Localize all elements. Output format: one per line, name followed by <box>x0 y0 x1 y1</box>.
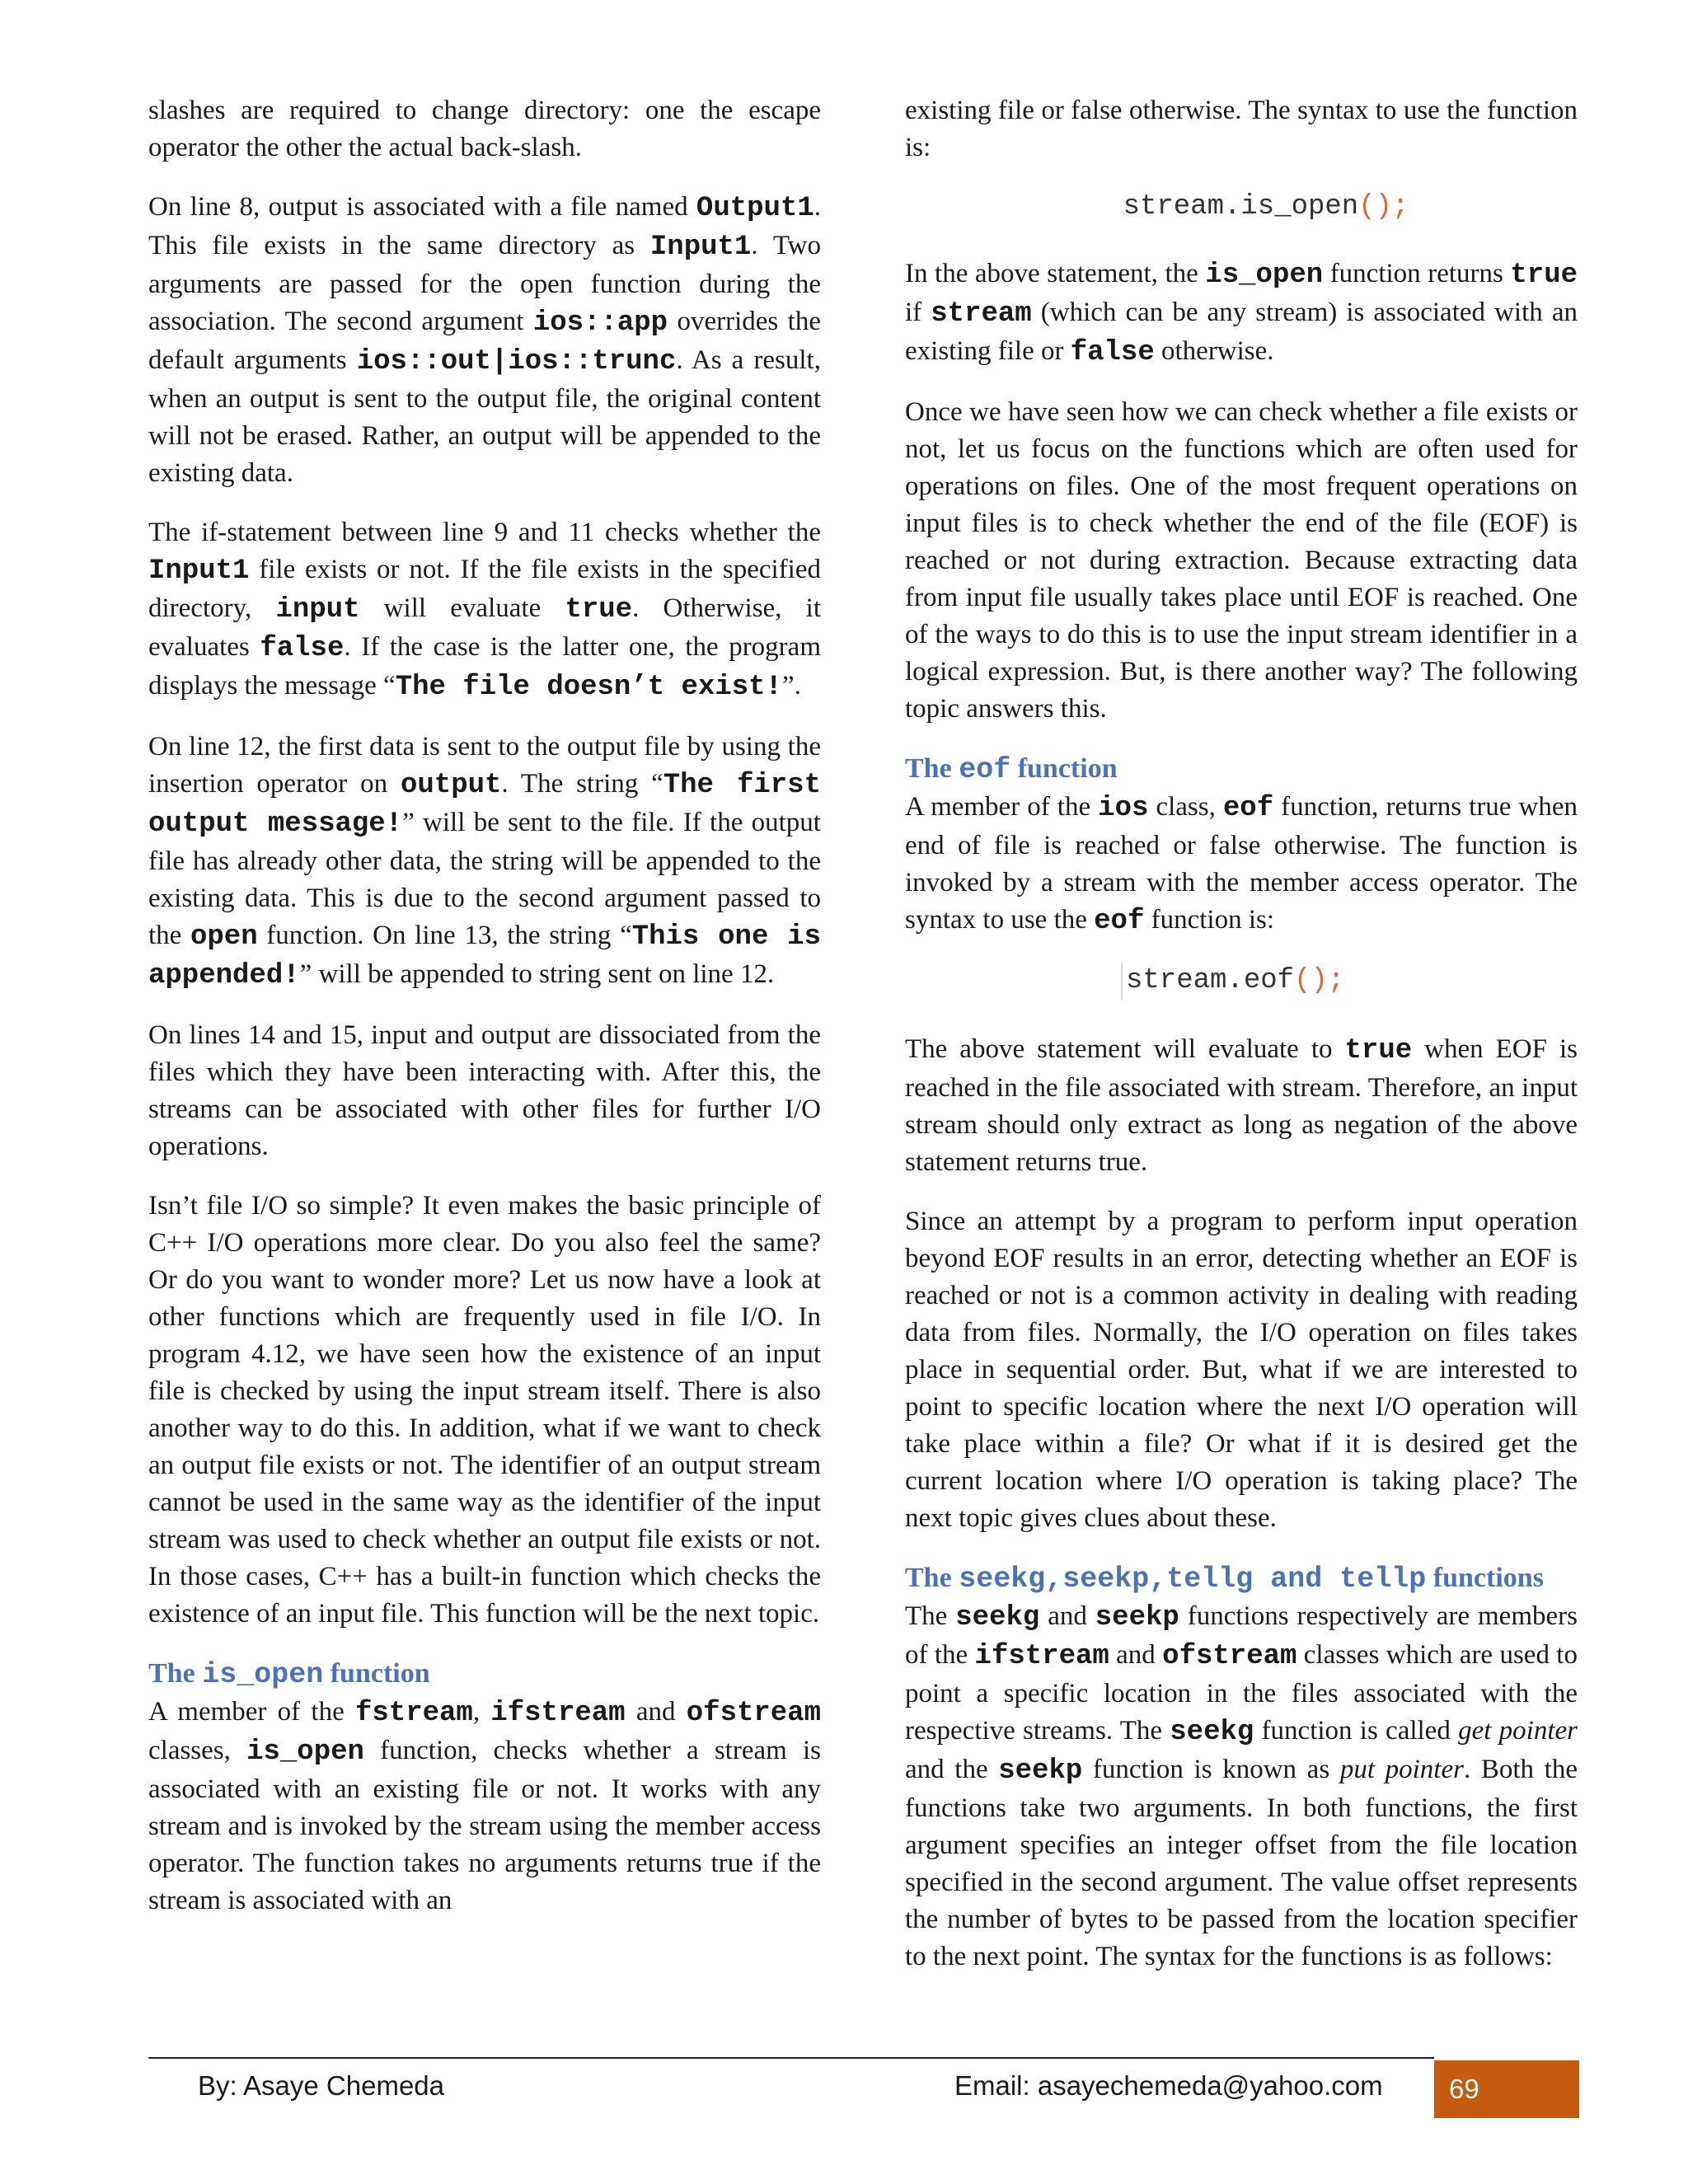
code-term: true <box>1344 1035 1413 1066</box>
code-punctuation: (); <box>1294 965 1345 996</box>
text: function, returns true when end of file is reached or false otherwise. The function is invoked by a stream with the member access operator. The syntax to use the <box>905 792 1578 935</box>
section-heading <box>905 750 1578 789</box>
italic-term: get pointer <box>1458 1716 1578 1746</box>
paragraph: slashes are required to change directory: one the escape operator the other the actual back-slash. <box>148 96 821 162</box>
text: function. On line 13, the string “ <box>257 921 632 950</box>
text: . The string “ <box>501 769 663 799</box>
footer-email: Email: asayechemeda@yahoo.com <box>954 2070 1383 2101</box>
page-number: 69 <box>1434 2060 1579 2118</box>
code-term: ios <box>1098 793 1149 824</box>
code-term: is_open <box>1205 260 1324 291</box>
paragraph <box>905 789 1578 940</box>
text: ” will be appended to string sent on line 12. <box>299 959 775 989</box>
text: functions respectively are members of the <box>905 1601 1578 1670</box>
text: A member of the <box>905 792 1099 822</box>
text: functions <box>1426 1563 1544 1593</box>
text: otherwise. <box>1154 336 1274 366</box>
text: On line 8, output is associated with a file named <box>148 192 696 222</box>
paragraph <box>148 729 821 995</box>
text: . This file exists in the same directory as <box>148 192 821 260</box>
footer-author: By: Asaye Chemeda <box>198 2070 444 2101</box>
code-term: ifstream <box>490 1698 626 1729</box>
text: A member of the <box>148 1697 355 1727</box>
code-term: stream <box>931 298 1032 330</box>
text: The <box>148 1658 203 1689</box>
code-term: is_open <box>202 1658 324 1691</box>
code-term: input <box>275 594 360 626</box>
code-term: seekg,seekp,tellg and tellp <box>959 1563 1427 1596</box>
text: function is: <box>1144 905 1275 935</box>
text: . As a result, when an output is sent to the output file, the original content will not be erased. Rather, an output will be appended to the existing data. <box>148 345 821 488</box>
text: . Both the functions take two arguments. In both functions, the first argument specifies an integer offset from the file location specified in the second argument. The value offset represents the number of bytes to be passed from the location specifier to the next point. The syntax for the functions is as follows: <box>905 1755 1578 1971</box>
paragraph <box>905 255 1578 372</box>
text: . If the case is the latter one, the program displays the message “ <box>148 632 821 701</box>
code-term: eof <box>959 753 1011 786</box>
code-snippet <box>905 189 1578 226</box>
text: function <box>1010 753 1118 784</box>
code-term: eof <box>1094 906 1145 937</box>
code-term: Output1 <box>696 193 814 224</box>
paragraph <box>148 189 821 492</box>
text: and the <box>905 1755 999 1784</box>
text: function returns <box>1323 259 1511 288</box>
text: function, checks whether a stream is associated with an existing file or not. It works with any stream and is invoked by the stream using the member access operator. The function takes no arguments returns true if the stream is associated with an <box>148 1736 821 1915</box>
paragraph: Once we have seen how we can check whether a file exists or not, let us focus on the functions which are often used for operations on files. One of the most frequent operations on input files is to check whether the end of the file (EOF) is reached or not during extraction. Because extracting data from input file usually takes place until EOF is reached. One of the ways to do this is to use the input stream identifier in a logical expression. But, is there another way? The following topic answers this. <box>905 397 1578 724</box>
text: On line 12, the first data is sent to the output file by using the insertion operator on <box>148 732 821 799</box>
code-term: seekg <box>1170 1717 1254 1748</box>
text: function is called <box>1254 1716 1459 1746</box>
paragraph: Isn’t file I/O so simple? It even makes the basic principle of C++ I/O operations more clear. Do you also feel the same? Or do you want to wonder more? Let us now have a look at other functions which are frequently used in file I/O. In program 4.12, we have seen how the existence of an input file is checked by using the input stream itself. There is also another way to do this. In addition, what if we want to check an output file exists or not. The identifier of an output stream cannot be used in the same way as the identifier of the input stream was used to check whether an output file exists or not. In those cases, C++ has a built-in function which checks the existence of an input file. This function will be the next topic. <box>148 1191 821 1629</box>
code-term: seekg <box>955 1602 1040 1633</box>
code-term: The first output message! <box>148 770 821 840</box>
text: function is known as <box>1082 1755 1340 1784</box>
text: and <box>1109 1640 1163 1670</box>
code-term: Input1 <box>148 555 250 587</box>
text: and <box>625 1697 687 1727</box>
text: ” will be sent to the file. If the output file has already other data, the string will be appended to the existing data. This is due to the second argument passed to the <box>148 808 821 950</box>
text: . Otherwise, it evaluates <box>148 593 822 662</box>
text: The if-statement between line 9 and 11 checks whether the <box>148 518 821 547</box>
text: class, <box>1148 792 1223 822</box>
paragraph <box>148 514 821 706</box>
section-heading <box>905 1559 1578 1598</box>
text: will evaluate <box>359 593 565 623</box>
code-term: ios::out|ios::trunc <box>356 346 677 377</box>
text: The <box>905 1601 956 1631</box>
code-punctuation: (); <box>1358 191 1409 223</box>
code-term: seekp <box>998 1755 1083 1787</box>
code-term: The file doesn’t exist! <box>395 672 782 703</box>
italic-term: put pointer <box>1339 1755 1464 1784</box>
text: file exists or not. If the file exists in the specified directory, <box>148 555 821 623</box>
text: function <box>323 1658 430 1689</box>
text: , <box>472 1697 491 1727</box>
code-term: output <box>400 770 502 801</box>
paragraph <box>148 1694 821 1919</box>
code-term: is_open <box>246 1736 364 1768</box>
right-column <box>905 92 1578 1998</box>
code-term: eof <box>1222 793 1274 824</box>
paragraph: existing file or false otherwise. The syntax to use the function is: <box>905 96 1578 162</box>
code-term: This one is appended! <box>148 921 821 991</box>
section-heading <box>148 1655 821 1694</box>
text: The above statement will evaluate to <box>905 1034 1345 1064</box>
paragraph: On lines 14 and 15, input and output are dissociated from the files which they have been interacting with. After this, the streams can be associated with other files for further I/O operations. <box>148 1020 821 1161</box>
page-footer <box>0 2060 1688 2116</box>
code-term: Input1 <box>649 232 752 263</box>
text: (which can be any stream) is associated with an existing file or <box>905 298 1578 366</box>
text: and <box>1039 1601 1095 1631</box>
text: if <box>905 298 931 327</box>
code-text: stream.is_open <box>1123 191 1359 223</box>
code-term: ios::app <box>532 307 668 339</box>
code-text: stream.eof <box>1126 965 1295 996</box>
left-column <box>148 92 821 1942</box>
code-term: fstream <box>355 1698 473 1729</box>
code-term: ofstream <box>1162 1641 1297 1672</box>
text: The <box>905 1563 959 1593</box>
code-term: seekp <box>1095 1602 1179 1633</box>
paragraph <box>905 1598 1578 1975</box>
code-term: false <box>260 633 345 664</box>
code-term: ofstream <box>686 1698 821 1729</box>
text: . Two arguments are passed for the open function during the association. The second argument <box>148 231 822 336</box>
code-term: ifstream <box>974 1641 1109 1672</box>
text: overrides the default arguments <box>148 307 821 375</box>
code-term: true <box>1510 260 1578 291</box>
footer-divider <box>148 2057 1434 2059</box>
text: ”. <box>781 671 801 701</box>
paragraph: Since an attempt by a program to perform input operation beyond EOF results in an error, detecting whether an EOF is reached or not is a common activity in dealing with reading data from files. Normally, the I/O operation on files takes place in sequential order. But, what if we are interested to point to specific location where the next I/O operation will take place within a file? Or what if it is desired get the current location where I/O operation is taking place? The next topic gives clues about these. <box>905 1207 1578 1533</box>
paragraph <box>905 1031 1578 1181</box>
code-term: false <box>1070 337 1155 368</box>
text: The <box>905 753 959 784</box>
text: when EOF is reached in the file associated with stream. Therefore, an input stream should only extract as long as negation of the above statement returns true. <box>905 1034 1578 1177</box>
text: In the above statement, the <box>905 259 1206 288</box>
text: classes, <box>148 1736 247 1765</box>
code-term: true <box>565 594 633 626</box>
code-term: open <box>190 921 258 953</box>
text: classes which are used to point a specific location in the files associated with the respective streams. The <box>905 1640 1578 1746</box>
code-snippet <box>1121 963 1578 1000</box>
